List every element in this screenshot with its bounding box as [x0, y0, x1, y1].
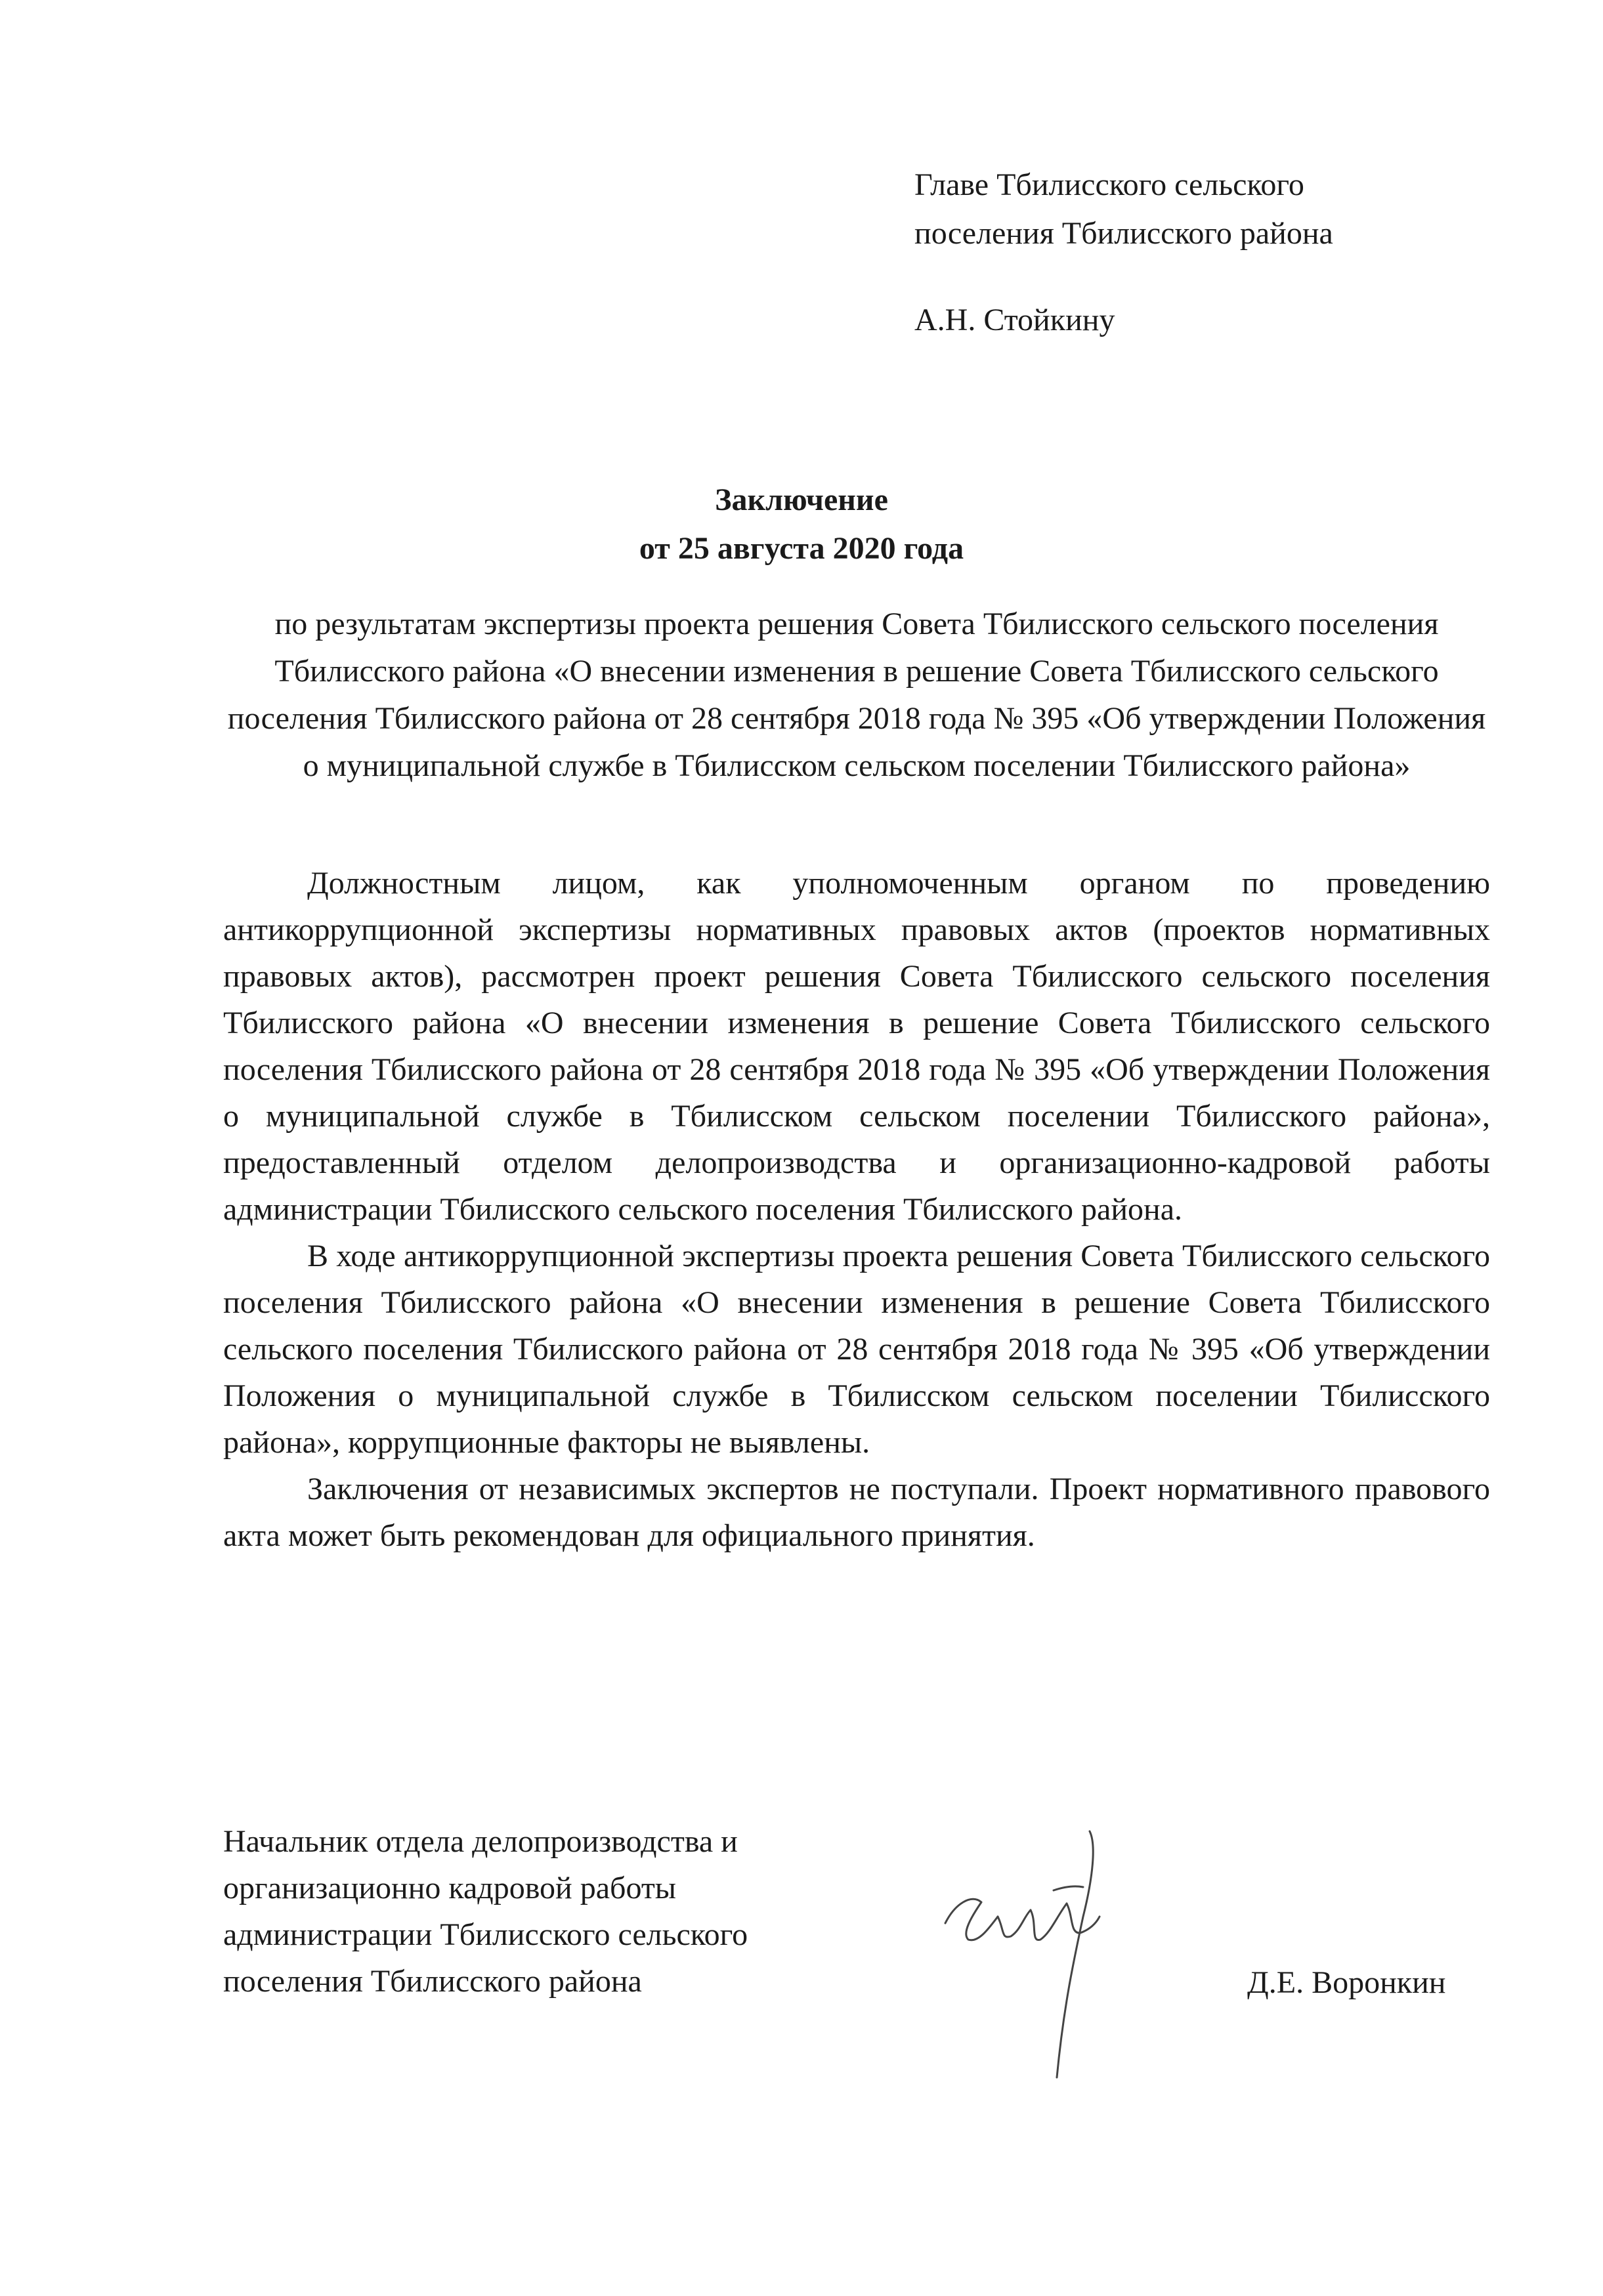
position-line-1: Начальник отдела делопроизводства и: [223, 1824, 738, 1859]
addressee-block: [914, 161, 1505, 345]
body-paragraph-2: В ходе антикоррупционной экспертизы проекта решения Совета Тбилисского сельского поселения Тбилисского района «О внесении изменения в решение Совета Тбилисского сельского поселения Тбилисского района от 28 сентября 2018 года № 395 «Об утверждении Положения о муниципальной службе в Тбилисском сельском поселении Тбилисского района», коррупционные факторы не выявлены.: [223, 1239, 1490, 1460]
document-title: [0, 476, 1603, 573]
body-paragraph-3: Заключения от независимых экспертов не поступали. Проект нормативного правового акта может быть рекомендован для официального принятия.: [223, 1472, 1490, 1553]
position-line-3: администрации Тбилисского сельского: [223, 1917, 748, 1952]
addressee-name: А.Н. Стойкину: [914, 303, 1115, 337]
position-line-4: поселения Тбилисского района: [223, 1964, 642, 1999]
title-line-1: Заключение: [715, 482, 888, 517]
signatory-position: [223, 1818, 880, 2005]
addressee-line-1: Главе Тбилисского сельского: [914, 167, 1304, 202]
title-date: от 25 августа 2020 года: [639, 531, 964, 566]
signer-name: Д.Е. Воронкин: [1247, 1965, 1446, 2000]
document-subject: по результатам экспертизы проекта решения Совета Тбилисского сельского поселения Тбилисского района «О внесении изменения в решение Совета Тбилисского сельского поселения Тбилисского района от 28 сентября 2018 года № 395 «Об утверждении Положения о муниципальной службе в Тбилисском сельском поселении Тбилисского района»: [227, 606, 1486, 783]
handwritten-signature: [932, 1825, 1142, 2087]
body-paragraph-1: Должностным лицом, как уполномоченным органом по проведению антикоррупционной экспертизы нормативных правовых актов (проектов нормативных правовых актов), рассмотрен проект решения Совета Тбилисского сельского поселения Тбилисского района «О внесении изменения в решение Совета Тбилисского сельского поселения Тбилисского района от 28 сентября 2018 года № 395 «Об утверждении Положения о муниципальной службе в Тбилисском сельском поселении Тбилисского района», предоставленный отделом делопроизводства и организационно-кадровой работы администрации Тбилисского сельского поселения Тбилисского района.: [223, 866, 1490, 1227]
position-line-2: организационно кадровой работы: [223, 1871, 677, 1905]
document-body: [223, 860, 1490, 1559]
addressee-line-2: поселения Тбилисского района: [914, 216, 1333, 251]
